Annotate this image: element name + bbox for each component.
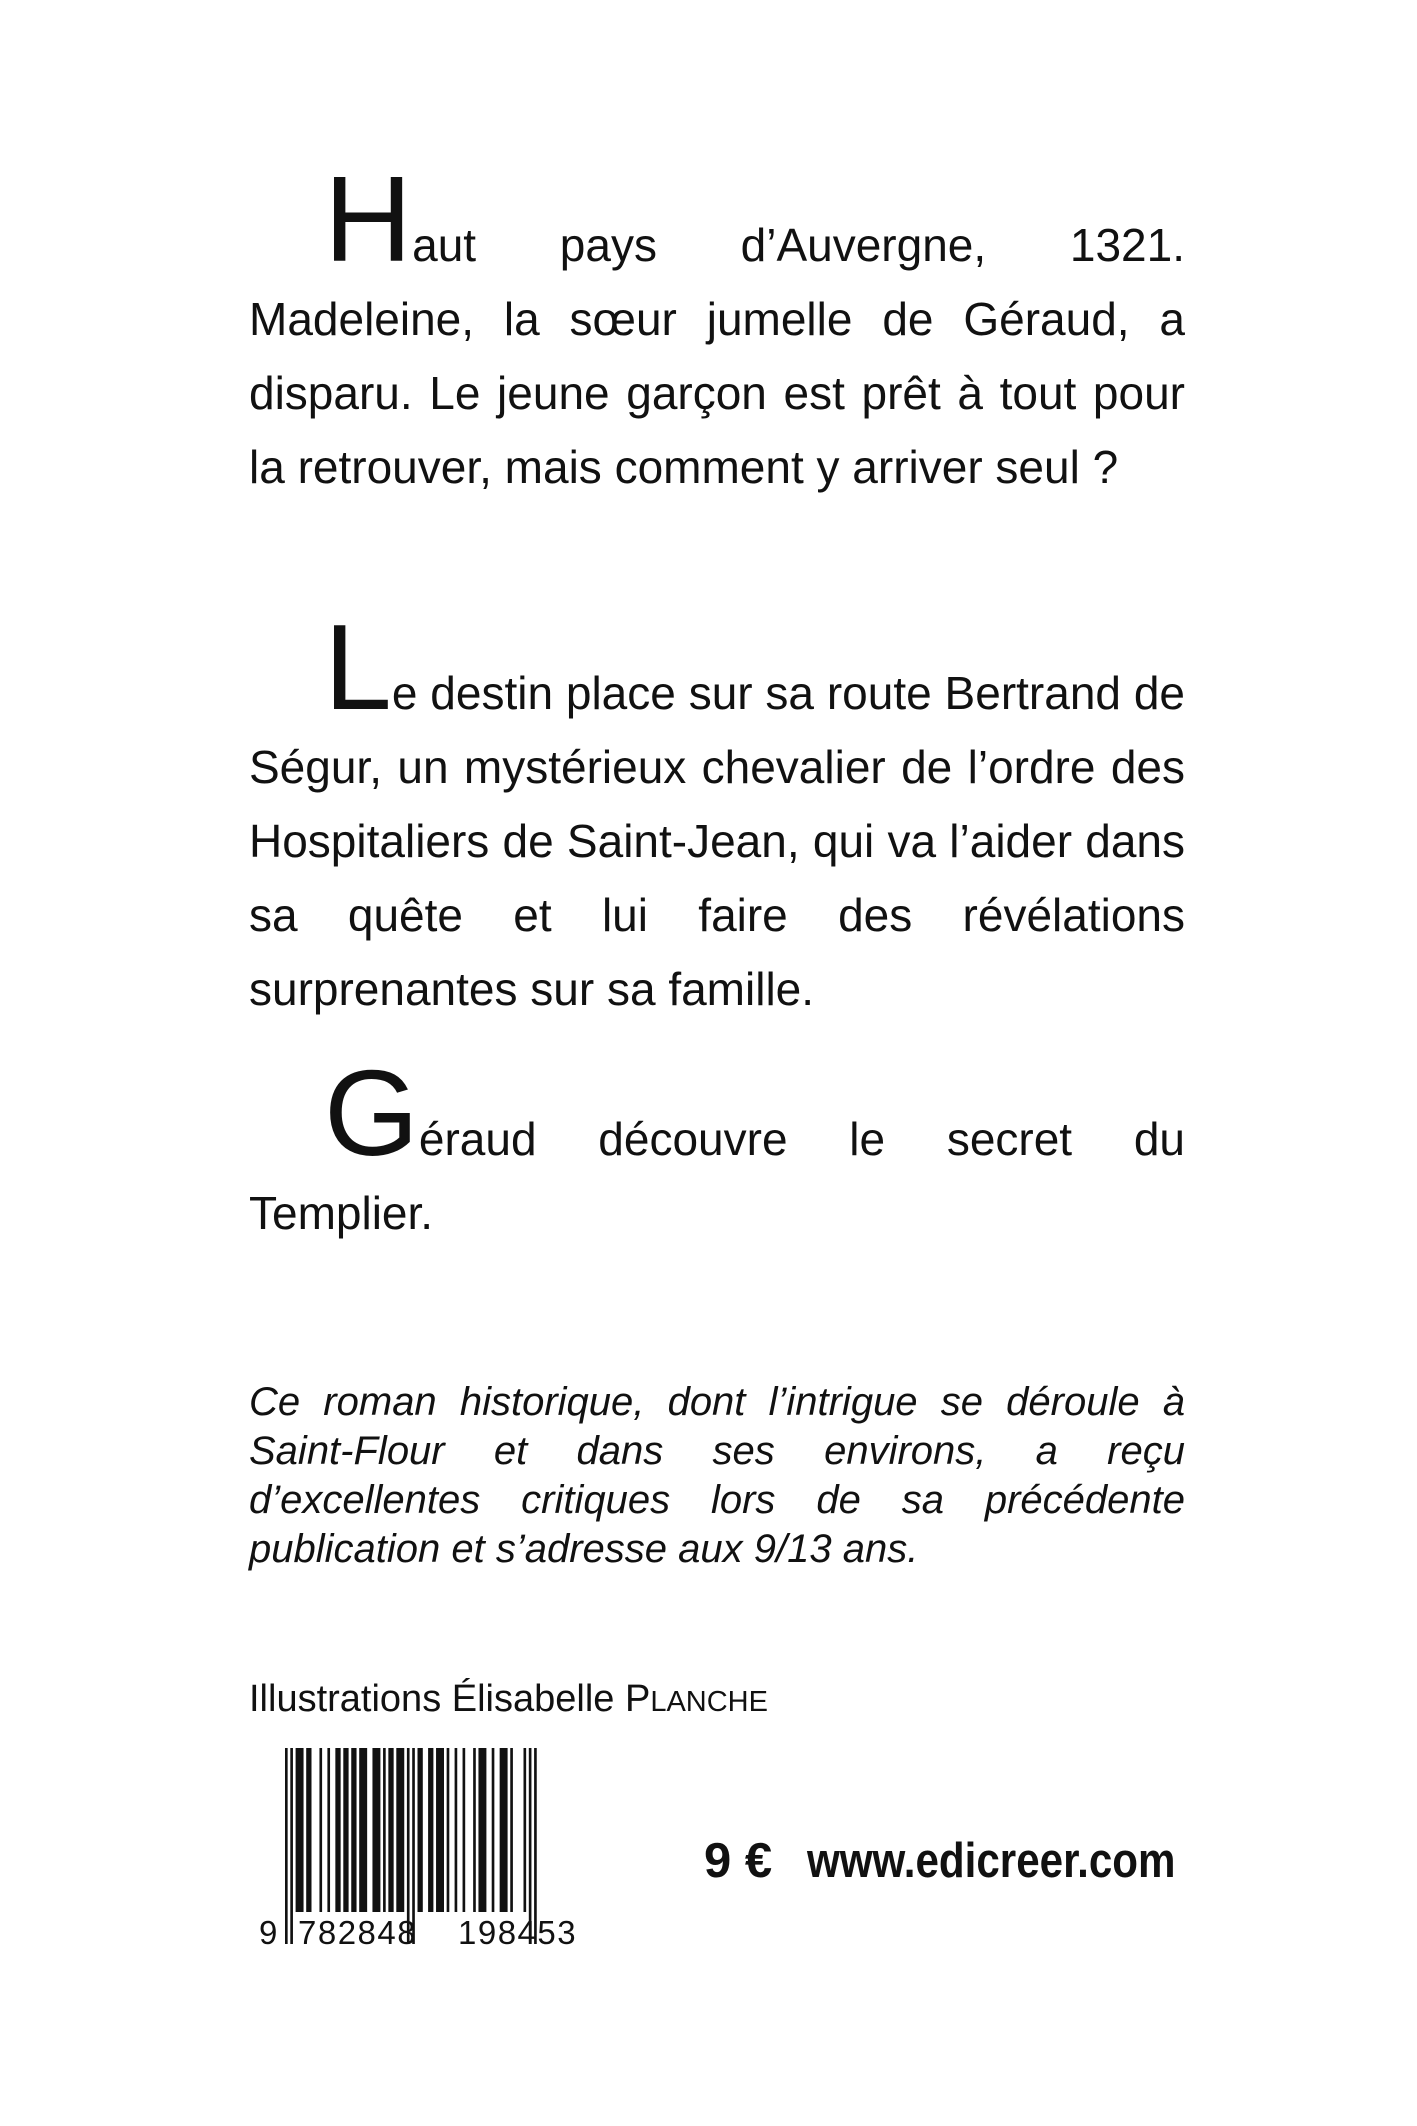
price-label: 9 € [704, 1834, 773, 1888]
dropcap-h: H [324, 151, 413, 287]
paragraph-1-text: aut pays d’Auvergne, 1321. Madeleine, la sœur jumelle de Géraud, a disparu. Le jeune garçon est prêt à tout pour la retrouver, mais comment y arriver seul ? [249, 219, 1185, 493]
barcode-bar [327, 1748, 330, 1912]
credit-prefix: Illustrations Élisabelle [249, 1678, 625, 1720]
credit-surname-rest: LANCHE [650, 1686, 768, 1718]
credit-surname-initial: P [624, 1678, 651, 1720]
barcode-bar [388, 1748, 393, 1912]
barcode-digits-left: 782848 [298, 1914, 418, 1948]
barcode-bar [510, 1748, 513, 1912]
barcode-bar [447, 1748, 450, 1912]
barcode-bar [473, 1748, 476, 1912]
publisher-blurb: Ce roman historique, dont l’intrigue se déroule à Saint-Flour et dans ses environs, a reçu d’excellentes critiques lors de sa précédente publication et s’adresse aux 9/13 ans. [249, 1380, 1185, 1571]
barcode-bar [500, 1748, 508, 1912]
barcode-bar [428, 1748, 433, 1912]
barcode-bar [455, 1748, 458, 1912]
barcode-bar [396, 1748, 404, 1912]
barcode-digits-right: 198453 [458, 1914, 578, 1948]
barcode-bar [343, 1748, 348, 1912]
dropcap-g: G [324, 1045, 419, 1181]
barcode-guard-bar [285, 1748, 288, 1944]
barcode-bar [492, 1748, 495, 1912]
barcode-bar [478, 1748, 486, 1912]
barcode-bar [296, 1748, 304, 1912]
paragraph-3-text: éraud découvre le secret du Templier. [249, 1113, 1185, 1239]
barcode-bar [383, 1748, 386, 1912]
publisher-website: www.edicreer.com [807, 1834, 1176, 1888]
synopsis-paragraph-1 [249, 151, 1185, 504]
illustrator-credit [249, 1676, 768, 1725]
barcode-guard-bar [290, 1748, 293, 1944]
isbn-barcode [251, 1748, 671, 1948]
barcode-graphic [251, 1748, 671, 1948]
synopsis-paragraph-2 [249, 599, 1185, 1026]
barcode-bar [351, 1748, 356, 1912]
synopsis-paragraph-3 [249, 1045, 1185, 1250]
barcode-bar [372, 1748, 380, 1912]
barcode-bar [436, 1748, 444, 1912]
barcode-bar [359, 1748, 367, 1912]
barcode-bar [335, 1748, 340, 1912]
barcode-bar [524, 1748, 527, 1912]
paragraph-2-text: e destin place sur sa route Bertrand de Ségur, un mystérieux chevalier de l’ordre des Hospitaliers de Saint-Jean, qui va l’aider dans sa quête et lui faire des révélations surprenantes sur sa famille. [249, 667, 1185, 1015]
barcode-bar [319, 1748, 322, 1912]
barcode-bar [418, 1748, 423, 1912]
barcode-digit-first: 9 [259, 1914, 278, 1948]
dropcap-l: L [324, 599, 392, 735]
barcode-bar [463, 1748, 466, 1912]
barcode-bar [306, 1748, 311, 1912]
